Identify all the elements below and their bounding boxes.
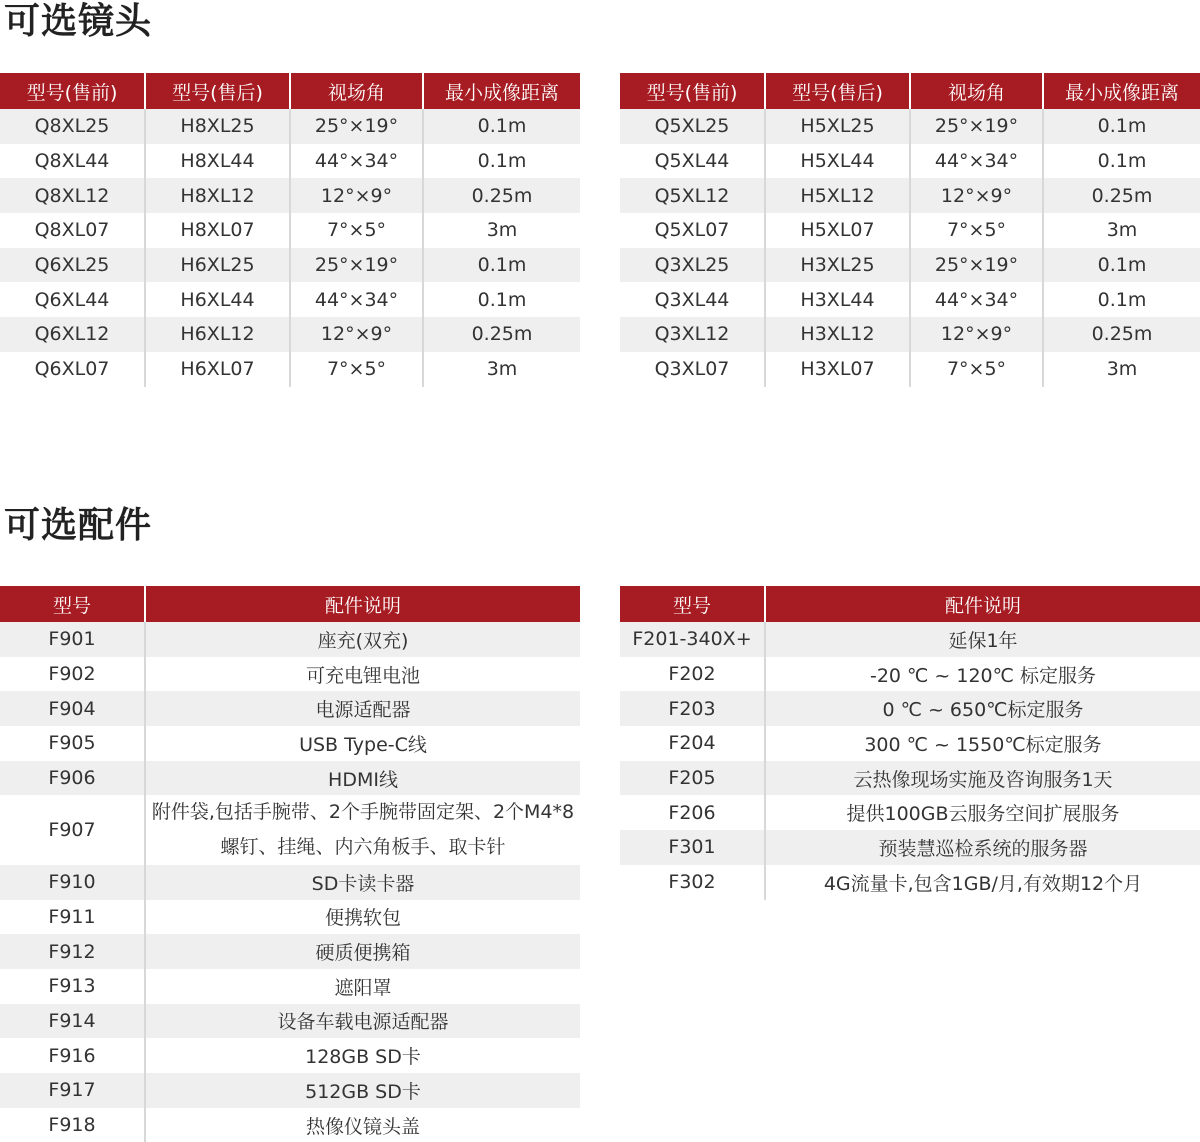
table-header-row <box>620 73 1200 109</box>
cell-min-focus-distance: 0.1m <box>1043 109 1200 144</box>
cell-min-focus-distance: 0.25m <box>1043 317 1200 352</box>
cell-min-focus-distance: 0.25m <box>423 317 580 352</box>
cell-model: F901 <box>0 622 145 657</box>
lens-table-left <box>0 73 580 387</box>
cell-model-aftersale: H5XL12 <box>765 178 910 213</box>
table-row <box>0 109 580 144</box>
cell-description: 300 ℃ ~ 1550℃标定服务 <box>765 726 1200 761</box>
table-row <box>620 657 1200 692</box>
table-row <box>0 657 580 692</box>
cell-field-of-view: 44°×34° <box>290 282 423 317</box>
cell-model-presale: Q5XL12 <box>620 178 765 213</box>
table-row <box>620 352 1200 387</box>
cell-model: F907 <box>0 795 145 864</box>
accessory-table-left <box>0 586 580 1142</box>
cell-min-focus-distance: 3m <box>1043 213 1200 248</box>
accessory-section-title: 可选配件 <box>4 505 153 546</box>
cell-field-of-view: 12°×9° <box>910 317 1043 352</box>
table-row <box>0 1108 580 1142</box>
cell-description: SD卡读卡器 <box>145 865 580 900</box>
column-header-min-focus-distance: 最小成像距离 <box>423 73 580 109</box>
lens-section-title: 可选镜头 <box>4 1 153 42</box>
cell-model: F912 <box>0 934 145 969</box>
cell-model-aftersale: H8XL25 <box>145 109 290 144</box>
cell-model: F911 <box>0 900 145 935</box>
cell-model: F301 <box>620 830 765 865</box>
table-header-row <box>0 586 580 622</box>
table-row <box>0 865 580 900</box>
table-row <box>0 178 580 213</box>
table-row <box>0 691 580 726</box>
cell-description: 可充电锂电池 <box>145 657 580 692</box>
table-row <box>620 795 1200 830</box>
cell-min-focus-distance: 0.25m <box>423 178 580 213</box>
cell-model-aftersale: H8XL07 <box>145 213 290 248</box>
cell-model-presale: Q6XL25 <box>0 248 145 283</box>
table-row <box>0 1073 580 1108</box>
cell-model-aftersale: H5XL25 <box>765 109 910 144</box>
cell-description: 4G流量卡,包含1GB/月,有效期12个月 <box>765 865 1200 900</box>
column-header-model: 型号 <box>0 586 145 622</box>
table-row <box>620 213 1200 248</box>
table-row <box>620 726 1200 761</box>
table-row <box>620 865 1200 900</box>
cell-model-aftersale: H3XL12 <box>765 317 910 352</box>
cell-model: F203 <box>620 691 765 726</box>
table-row <box>0 726 580 761</box>
cell-min-focus-distance: 3m <box>1043 352 1200 387</box>
cell-model-aftersale: H5XL07 <box>765 213 910 248</box>
cell-model-aftersale: H5XL44 <box>765 144 910 179</box>
cell-model-presale: Q3XL12 <box>620 317 765 352</box>
table-row <box>0 900 580 935</box>
cell-model-aftersale: H3XL25 <box>765 248 910 283</box>
cell-model-aftersale: H8XL44 <box>145 144 290 179</box>
cell-field-of-view: 25°×19° <box>910 248 1043 283</box>
cell-model-aftersale: H6XL07 <box>145 352 290 387</box>
cell-description: 热像仪镜头盖 <box>145 1108 580 1142</box>
cell-description: 硬质便携箱 <box>145 934 580 969</box>
table-row <box>0 213 580 248</box>
column-header-model-aftersale: 型号(售后) <box>765 73 910 109</box>
column-header-model-presale: 型号(售前) <box>620 73 765 109</box>
cell-field-of-view: 7°×5° <box>290 352 423 387</box>
cell-description: -20 ℃ ~ 120℃ 标定服务 <box>765 657 1200 692</box>
cell-model-presale: Q5XL07 <box>620 213 765 248</box>
table-row <box>620 178 1200 213</box>
cell-field-of-view: 7°×5° <box>910 213 1043 248</box>
cell-description: 提供100GB云服务空间扩展服务 <box>765 795 1200 830</box>
table-row <box>620 691 1200 726</box>
cell-model-presale: Q8XL44 <box>0 144 145 179</box>
table-row <box>0 761 580 796</box>
cell-description: 设备车载电源适配器 <box>145 1004 580 1039</box>
cell-model: F902 <box>0 657 145 692</box>
cell-model: F202 <box>620 657 765 692</box>
cell-model-presale: Q6XL44 <box>0 282 145 317</box>
cell-min-focus-distance: 0.1m <box>423 282 580 317</box>
cell-model-presale: Q5XL25 <box>620 109 765 144</box>
cell-min-focus-distance: 0.1m <box>423 109 580 144</box>
table-row <box>620 622 1200 657</box>
cell-description: 预装慧巡检系统的服务器 <box>765 830 1200 865</box>
table-row <box>0 282 580 317</box>
cell-model-presale: Q8XL07 <box>0 213 145 248</box>
cell-min-focus-distance: 3m <box>423 213 580 248</box>
cell-model-presale: Q5XL44 <box>620 144 765 179</box>
cell-model: F302 <box>620 865 765 900</box>
cell-description: USB Type-C线 <box>145 726 580 761</box>
table-row <box>0 1004 580 1039</box>
cell-field-of-view: 12°×9° <box>910 178 1043 213</box>
table-row <box>620 830 1200 865</box>
cell-model: F913 <box>0 969 145 1004</box>
cell-min-focus-distance: 0.1m <box>1043 144 1200 179</box>
cell-description: 512GB SD卡 <box>145 1073 580 1108</box>
cell-description: 便携软包 <box>145 900 580 935</box>
accessory-table-right <box>620 586 1200 900</box>
cell-model: F910 <box>0 865 145 900</box>
table-row <box>620 109 1200 144</box>
cell-field-of-view: 25°×19° <box>290 248 423 283</box>
column-header-description: 配件说明 <box>145 586 580 622</box>
cell-field-of-view: 44°×34° <box>910 144 1043 179</box>
cell-model: F906 <box>0 761 145 796</box>
cell-model: F904 <box>0 691 145 726</box>
table-row <box>620 248 1200 283</box>
table-row <box>620 144 1200 179</box>
cell-field-of-view: 44°×34° <box>910 282 1043 317</box>
table-row <box>0 144 580 179</box>
lens-table-right <box>620 73 1200 387</box>
cell-model-presale: Q8XL12 <box>0 178 145 213</box>
table-row <box>620 761 1200 796</box>
cell-description: 附件袋,包括手腕带、2个手腕带固定架、2个M4*8螺钉、挂绳、内六角板手、取卡针 <box>145 795 580 864</box>
cell-model: F206 <box>620 795 765 830</box>
cell-description: 延保1年 <box>765 622 1200 657</box>
table-row <box>0 969 580 1004</box>
table-row <box>0 622 580 657</box>
table-header-row <box>620 586 1200 622</box>
cell-field-of-view: 12°×9° <box>290 178 423 213</box>
cell-model: F201-340X+ <box>620 622 765 657</box>
cell-description: HDMI线 <box>145 761 580 796</box>
cell-field-of-view: 25°×19° <box>910 109 1043 144</box>
table-row <box>0 795 580 864</box>
cell-model: F205 <box>620 761 765 796</box>
cell-description: 云热像现场实施及咨询服务1天 <box>765 761 1200 796</box>
cell-model-presale: Q6XL07 <box>0 352 145 387</box>
cell-model-presale: Q3XL44 <box>620 282 765 317</box>
cell-model-aftersale: H8XL12 <box>145 178 290 213</box>
cell-model: F905 <box>0 726 145 761</box>
cell-min-focus-distance: 0.25m <box>1043 178 1200 213</box>
column-header-model: 型号 <box>620 586 765 622</box>
cell-description: 遮阳罩 <box>145 969 580 1004</box>
cell-field-of-view: 44°×34° <box>290 144 423 179</box>
cell-min-focus-distance: 3m <box>423 352 580 387</box>
table-row <box>0 934 580 969</box>
column-header-model-aftersale: 型号(售后) <box>145 73 290 109</box>
cell-model-aftersale: H3XL07 <box>765 352 910 387</box>
cell-field-of-view: 12°×9° <box>290 317 423 352</box>
cell-model-presale: Q3XL25 <box>620 248 765 283</box>
cell-model-aftersale: H3XL44 <box>765 282 910 317</box>
cell-field-of-view: 25°×19° <box>290 109 423 144</box>
cell-min-focus-distance: 0.1m <box>1043 282 1200 317</box>
cell-min-focus-distance: 0.1m <box>1043 248 1200 283</box>
table-header-row <box>0 73 580 109</box>
cell-model: F204 <box>620 726 765 761</box>
table-row <box>0 352 580 387</box>
cell-description: 128GB SD卡 <box>145 1038 580 1073</box>
column-header-field-of-view: 视场角 <box>910 73 1043 109</box>
cell-model-presale: Q3XL07 <box>620 352 765 387</box>
table-row <box>620 317 1200 352</box>
cell-model-aftersale: H6XL44 <box>145 282 290 317</box>
cell-model: F918 <box>0 1108 145 1142</box>
cell-min-focus-distance: 0.1m <box>423 248 580 283</box>
cell-min-focus-distance: 0.1m <box>423 144 580 179</box>
table-row <box>620 282 1200 317</box>
cell-field-of-view: 7°×5° <box>910 352 1043 387</box>
cell-model-aftersale: H6XL25 <box>145 248 290 283</box>
cell-model: F914 <box>0 1004 145 1039</box>
cell-description: 座充(双充) <box>145 622 580 657</box>
column-header-field-of-view: 视场角 <box>290 73 423 109</box>
cell-model: F917 <box>0 1073 145 1108</box>
cell-model-aftersale: H6XL12 <box>145 317 290 352</box>
column-header-min-focus-distance: 最小成像距离 <box>1043 73 1200 109</box>
table-row <box>0 1038 580 1073</box>
cell-model-presale: Q6XL12 <box>0 317 145 352</box>
cell-model: F916 <box>0 1038 145 1073</box>
cell-field-of-view: 7°×5° <box>290 213 423 248</box>
column-header-model-presale: 型号(售前) <box>0 73 145 109</box>
table-row <box>0 248 580 283</box>
table-row <box>0 317 580 352</box>
cell-description: 电源适配器 <box>145 691 580 726</box>
column-header-description: 配件说明 <box>765 586 1200 622</box>
cell-model-presale: Q8XL25 <box>0 109 145 144</box>
cell-description: 0 ℃ ~ 650℃标定服务 <box>765 691 1200 726</box>
